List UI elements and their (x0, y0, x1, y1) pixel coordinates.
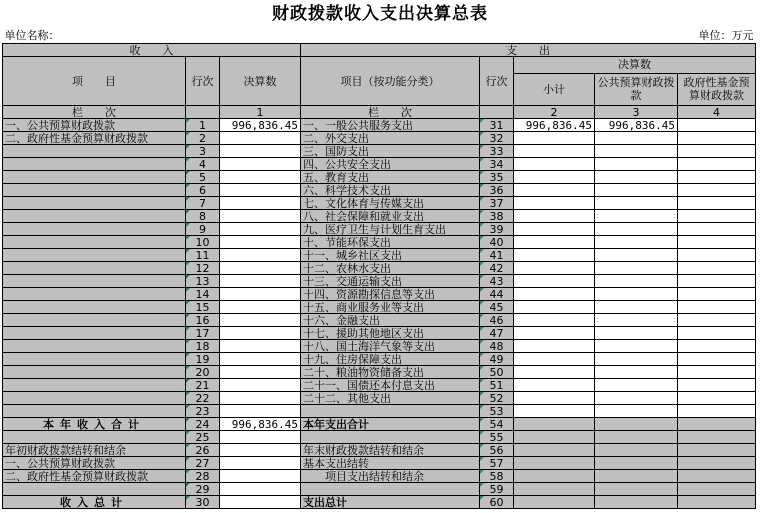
gov-fund-cell[interactable] (678, 119, 756, 132)
expenditure-line-no-cell: 36 (480, 184, 514, 197)
income-amount-cell[interactable] (220, 431, 301, 444)
income-item-cell (3, 483, 186, 496)
table-row (3, 158, 756, 171)
income-item-cell (3, 392, 186, 405)
subtotal-cell[interactable] (514, 431, 595, 444)
income-item-cell (3, 353, 186, 366)
gov-fund-cell[interactable] (678, 314, 756, 327)
table-row (3, 379, 756, 392)
expenditure-line-no-cell: 42 (480, 262, 514, 275)
subtotal-cell[interactable]: 996,836.45 (514, 119, 595, 132)
expenditure-item-cell: 年末财政拨款结转和结余 (301, 444, 480, 457)
income-line-no-cell: 16 (186, 314, 220, 327)
income-item-cell (3, 145, 186, 158)
public-budget-cell[interactable] (595, 366, 678, 379)
expenditure-line-no-cell: 32 (480, 132, 514, 145)
expenditure-item-cell (301, 483, 480, 496)
table-row (3, 483, 756, 496)
expenditure-line-no-cell: 46 (480, 314, 514, 327)
subtotal-cell[interactable] (514, 171, 595, 184)
income-amount-cell[interactable] (220, 223, 301, 236)
expenditure-line-no-cell: 53 (480, 405, 514, 418)
expenditure-item-cell: 十、节能环保支出 (301, 236, 480, 249)
income-line-no-cell: 3 (186, 145, 220, 158)
income-line-no-cell: 4 (186, 158, 220, 171)
gov-fund-cell[interactable] (678, 197, 756, 210)
income-line-no-cell: 29 (186, 483, 220, 496)
expenditure-line-no-cell: 41 (480, 249, 514, 262)
expenditure-line-no-cell: 35 (480, 171, 514, 184)
table-row (3, 366, 756, 379)
column-label-left: 栏 次 (3, 106, 186, 119)
column-number-1: 1 (220, 106, 301, 119)
income-item-cell (3, 197, 186, 210)
income-line-no-cell: 23 (186, 405, 220, 418)
line-no-header-right: 行次 (480, 57, 514, 106)
income-item-cell: 收入总计 (3, 496, 186, 509)
income-item-cell (3, 405, 186, 418)
income-amount-cell[interactable] (220, 171, 301, 184)
public-budget-cell[interactable] (595, 392, 678, 405)
public-budget-cell[interactable] (595, 275, 678, 288)
expenditure-header: 支 出 (301, 44, 756, 57)
public-budget-cell[interactable] (595, 158, 678, 171)
expenditure-item-cell: 九、医疗卫生与计划生育支出 (301, 223, 480, 236)
subtotal-cell[interactable] (514, 275, 595, 288)
subtotal-cell[interactable] (514, 301, 595, 314)
income-item-cell: 二、政府性基金预算财政拨款 (3, 470, 186, 483)
gov-fund-cell[interactable] (678, 405, 756, 418)
column-number-3: 3 (595, 106, 678, 119)
gov-fund-cell[interactable] (678, 171, 756, 184)
gov-fund-cell[interactable] (678, 340, 756, 353)
subtotal-cell[interactable] (514, 262, 595, 275)
income-item-cell (3, 288, 186, 301)
table-row (3, 275, 756, 288)
public-budget-cell[interactable] (595, 210, 678, 223)
public-budget-cell[interactable] (595, 249, 678, 262)
gov-fund-cell[interactable] (678, 158, 756, 171)
public-budget-cell[interactable] (595, 327, 678, 340)
income-line-no-cell: 12 (186, 262, 220, 275)
expenditure-item-cell (301, 431, 480, 444)
income-item-cell (3, 275, 186, 288)
expenditure-item-cell: 十七、援助其他地区支出 (301, 327, 480, 340)
public-budget-cell[interactable] (595, 353, 678, 366)
income-amount-cell[interactable] (220, 392, 301, 405)
income-amount-cell[interactable] (220, 366, 301, 379)
income-amount-cell[interactable] (220, 457, 301, 470)
func-item-header: 项目（按功能分类） (301, 57, 480, 106)
income-amount-cell[interactable] (220, 275, 301, 288)
expenditure-line-no-cell: 54 (480, 418, 514, 431)
item-header: 项 目 (3, 57, 186, 106)
expenditure-item-cell: 支出总计 (301, 496, 480, 509)
expenditure-line-no-cell: 56 (480, 444, 514, 457)
gov-fund-cell[interactable] (678, 184, 756, 197)
public-budget-header: 公共预算财政拨款 (595, 73, 678, 105)
income-amount-cell[interactable] (220, 197, 301, 210)
expenditure-line-no-cell: 47 (480, 327, 514, 340)
expenditure-line-no-cell: 57 (480, 457, 514, 470)
expenditure-line-no-cell: 33 (480, 145, 514, 158)
income-amount-cell[interactable] (220, 132, 301, 145)
expenditure-item-cell: 八、社会保障和就业支出 (301, 210, 480, 223)
gov-fund-cell[interactable] (678, 249, 756, 262)
income-amount-cell[interactable] (220, 184, 301, 197)
income-item-cell (3, 262, 186, 275)
expenditure-line-no-cell: 50 (480, 366, 514, 379)
expenditure-line-no-cell: 58 (480, 470, 514, 483)
income-line-no-cell: 13 (186, 275, 220, 288)
amount-header: 决算数 (220, 57, 301, 106)
table-row (3, 314, 756, 327)
subtotal-cell[interactable] (514, 457, 595, 470)
expenditure-line-no-cell: 39 (480, 223, 514, 236)
table-row (3, 327, 756, 340)
expenditure-item-cell (301, 405, 480, 418)
gov-fund-cell[interactable] (678, 275, 756, 288)
expenditure-line-no-cell: 52 (480, 392, 514, 405)
income-line-no-cell: 9 (186, 223, 220, 236)
income-amount-cell[interactable] (220, 288, 301, 301)
expenditure-line-no-cell: 45 (480, 301, 514, 314)
expenditure-item-cell: 基本支出结转 (301, 457, 480, 470)
subtotal-cell[interactable] (514, 405, 595, 418)
subtotal-cell[interactable] (514, 197, 595, 210)
table-row (3, 457, 756, 470)
expenditure-item-cell: 三、国防支出 (301, 145, 480, 158)
income-amount-cell[interactable] (220, 236, 301, 249)
income-amount-cell[interactable] (220, 210, 301, 223)
public-budget-cell[interactable] (595, 340, 678, 353)
gov-fund-cell[interactable] (678, 418, 756, 431)
income-item-cell (3, 314, 186, 327)
expenditure-item-cell: 十八、国土海洋气象等支出 (301, 340, 480, 353)
public-budget-cell[interactable] (595, 431, 678, 444)
income-line-no-cell: 28 (186, 470, 220, 483)
income-amount-cell[interactable] (220, 262, 301, 275)
gov-fund-cell[interactable] (678, 236, 756, 249)
expenditure-item-cell: 十四、资源勘探信息等支出 (301, 288, 480, 301)
gov-fund-cell[interactable] (678, 444, 756, 457)
gov-fund-cell[interactable] (678, 353, 756, 366)
income-item-cell (3, 223, 186, 236)
expenditure-item-cell: 十五、商业服务业等支出 (301, 301, 480, 314)
gov-fund-cell[interactable] (678, 210, 756, 223)
income-item-cell (3, 431, 186, 444)
income-line-no-cell: 19 (186, 353, 220, 366)
income-line-no-cell: 24 (186, 418, 220, 431)
public-budget-cell[interactable] (595, 314, 678, 327)
public-budget-cell[interactable] (595, 171, 678, 184)
income-item-cell: 一、公共预算财政拨款 (3, 457, 186, 470)
expenditure-item-cell: 十六、金融支出 (301, 314, 480, 327)
expenditure-item-cell: 一、一般公共服务支出 (301, 119, 480, 132)
final-amount-group-header: 决算数 (514, 57, 756, 74)
expenditure-line-no-cell: 60 (480, 496, 514, 509)
income-line-no-cell: 7 (186, 197, 220, 210)
income-item-cell (3, 327, 186, 340)
column-blank (186, 106, 220, 119)
income-item-cell (3, 171, 186, 184)
expenditure-line-no-cell: 31 (480, 119, 514, 132)
subtotal-cell[interactable] (514, 340, 595, 353)
public-budget-cell[interactable] (595, 197, 678, 210)
subtotal-cell[interactable] (514, 145, 595, 158)
income-amount-cell[interactable] (220, 405, 301, 418)
public-budget-cell[interactable] (595, 288, 678, 301)
public-budget-cell[interactable] (595, 470, 678, 483)
table-row (3, 288, 756, 301)
subtotal-cell[interactable] (514, 366, 595, 379)
column-blank (480, 106, 514, 119)
subtotal-header: 小计 (514, 73, 595, 105)
public-budget-cell[interactable] (595, 184, 678, 197)
income-line-no-cell: 30 (186, 496, 220, 509)
table-row (3, 392, 756, 405)
public-budget-cell[interactable] (595, 145, 678, 158)
public-budget-cell[interactable] (595, 236, 678, 249)
income-line-no-cell: 2 (186, 132, 220, 145)
gov-fund-cell[interactable] (678, 262, 756, 275)
table-row (3, 496, 756, 509)
income-line-no-cell: 25 (186, 431, 220, 444)
table-row (3, 197, 756, 210)
income-amount-cell[interactable] (220, 379, 301, 392)
income-item-cell (3, 210, 186, 223)
public-budget-cell[interactable] (595, 405, 678, 418)
expenditure-item-cell: 五、教育支出 (301, 171, 480, 184)
income-line-no-cell: 26 (186, 444, 220, 457)
expenditure-item-cell: 本年支出合计 (301, 418, 480, 431)
income-amount-cell[interactable] (220, 496, 301, 509)
subtotal-cell[interactable] (514, 379, 595, 392)
subtotal-cell[interactable] (514, 496, 595, 509)
subtotal-cell[interactable] (514, 132, 595, 145)
gov-fund-cell[interactable] (678, 145, 756, 158)
income-amount-cell[interactable] (220, 470, 301, 483)
income-amount-cell[interactable] (220, 483, 301, 496)
expenditure-item-cell: 十二、农林水支出 (301, 262, 480, 275)
public-budget-cell[interactable] (595, 457, 678, 470)
public-budget-cell[interactable] (595, 132, 678, 145)
income-amount-cell[interactable] (220, 327, 301, 340)
column-number-4: 4 (678, 106, 756, 119)
table-row (3, 262, 756, 275)
public-budget-cell[interactable] (595, 483, 678, 496)
income-item-cell (3, 340, 186, 353)
subtotal-cell[interactable] (514, 353, 595, 366)
gov-fund-cell[interactable] (678, 457, 756, 470)
income-item-cell (3, 379, 186, 392)
subtotal-cell[interactable] (514, 249, 595, 262)
table-row (3, 210, 756, 223)
income-line-no-cell: 8 (186, 210, 220, 223)
income-amount-cell[interactable] (220, 314, 301, 327)
expenditure-item-cell: 二十二、其他支出 (301, 392, 480, 405)
income-amount-cell[interactable] (220, 444, 301, 457)
subtotal-cell[interactable] (514, 470, 595, 483)
income-amount-cell[interactable]: 996,836.45 (220, 119, 301, 132)
subtotal-cell[interactable] (514, 418, 595, 431)
expenditure-line-no-cell: 51 (480, 379, 514, 392)
income-item-cell (3, 236, 186, 249)
unit-label: 单位：万元 (480, 28, 756, 44)
subtotal-cell[interactable] (514, 210, 595, 223)
income-amount-cell[interactable] (220, 301, 301, 314)
gov-fund-cell[interactable] (678, 392, 756, 405)
expenditure-item-cell: 十九、住房保障支出 (301, 353, 480, 366)
public-budget-cell[interactable] (595, 223, 678, 236)
gov-fund-header: 政府性基金预算财政拨款 (678, 73, 756, 105)
subtotal-cell[interactable] (514, 392, 595, 405)
gov-fund-cell[interactable] (678, 301, 756, 314)
report-title: 财政拨款收入支出决算总表 (272, 4, 488, 24)
income-item-cell (3, 301, 186, 314)
gov-fund-cell[interactable] (678, 483, 756, 496)
income-line-no-cell: 21 (186, 379, 220, 392)
income-line-no-cell: 6 (186, 184, 220, 197)
table-row (3, 223, 756, 236)
public-budget-cell[interactable] (595, 496, 678, 509)
expenditure-item-cell: 四、公共安全支出 (301, 158, 480, 171)
income-line-no-cell: 14 (186, 288, 220, 301)
income-line-no-cell: 17 (186, 327, 220, 340)
subtotal-cell[interactable] (514, 444, 595, 457)
table-row (3, 249, 756, 262)
table-row (3, 340, 756, 353)
column-label-right: 栏 次 (301, 106, 480, 119)
income-line-no-cell: 22 (186, 392, 220, 405)
table-row (3, 431, 756, 444)
subtotal-cell[interactable] (514, 314, 595, 327)
expenditure-line-no-cell: 38 (480, 210, 514, 223)
expenditure-line-no-cell: 49 (480, 353, 514, 366)
income-item-cell: 一、公共预算财政拨款 (3, 119, 186, 132)
public-budget-cell[interactable] (595, 379, 678, 392)
income-line-no-cell: 27 (186, 457, 220, 470)
subtotal-cell[interactable] (514, 288, 595, 301)
income-amount-cell[interactable] (220, 353, 301, 366)
gov-fund-cell[interactable] (678, 366, 756, 379)
income-item-cell (3, 366, 186, 379)
line-no-header: 行次 (186, 57, 220, 106)
gov-fund-cell[interactable] (678, 132, 756, 145)
income-line-no-cell: 11 (186, 249, 220, 262)
income-amount-cell[interactable] (220, 340, 301, 353)
expenditure-item-cell: 项目支出结转和结余 (301, 470, 480, 483)
public-budget-cell[interactable] (595, 301, 678, 314)
income-item-cell: 二、政府性基金预算财政拨款 (3, 132, 186, 145)
income-item-cell (3, 184, 186, 197)
table-row (3, 418, 756, 431)
income-line-no-cell: 18 (186, 340, 220, 353)
expenditure-line-no-cell: 43 (480, 275, 514, 288)
table-row (3, 444, 756, 457)
income-item-cell: 年初财政拨款结转和结余 (3, 444, 186, 457)
table-row (3, 405, 756, 418)
income-line-no-cell: 10 (186, 236, 220, 249)
subtotal-cell[interactable] (514, 236, 595, 249)
gov-fund-cell[interactable] (678, 496, 756, 509)
income-amount-cell[interactable] (220, 145, 301, 158)
expenditure-line-no-cell: 37 (480, 197, 514, 210)
subtotal-cell[interactable] (514, 184, 595, 197)
public-budget-cell[interactable]: 996,836.45 (595, 119, 678, 132)
expenditure-item-cell: 二十一、国债还本付息支出 (301, 379, 480, 392)
table-row (3, 353, 756, 366)
gov-fund-cell[interactable] (678, 431, 756, 444)
table-row (3, 470, 756, 483)
table-row (3, 236, 756, 249)
expenditure-item-cell: 二、外交支出 (301, 132, 480, 145)
expenditure-item-cell: 二十、粮油物资储备支出 (301, 366, 480, 379)
subtotal-cell[interactable] (514, 223, 595, 236)
expenditure-item-cell: 六、科学技术支出 (301, 184, 480, 197)
public-budget-cell[interactable] (595, 418, 678, 431)
gov-fund-cell[interactable] (678, 470, 756, 483)
budget-summary-table (2, 28, 756, 509)
expenditure-line-no-cell: 44 (480, 288, 514, 301)
income-item-cell (3, 158, 186, 171)
expenditure-item-cell: 十一、城乡社区支出 (301, 249, 480, 262)
gov-fund-cell[interactable] (678, 379, 756, 392)
income-item-cell: 本年收入合计 (3, 418, 186, 431)
table-row (3, 301, 756, 314)
subtotal-cell[interactable] (514, 483, 595, 496)
income-line-no-cell: 15 (186, 301, 220, 314)
income-item-cell (3, 249, 186, 262)
table-row (3, 184, 756, 197)
gov-fund-cell[interactable] (678, 327, 756, 340)
income-header: 收 入 (3, 44, 301, 57)
gov-fund-cell[interactable] (678, 223, 756, 236)
table-row (3, 171, 756, 184)
subtotal-cell[interactable] (514, 327, 595, 340)
expenditure-line-no-cell: 59 (480, 483, 514, 496)
public-budget-cell[interactable] (595, 444, 678, 457)
expenditure-line-no-cell: 40 (480, 236, 514, 249)
expenditure-item-cell: 十三、交通运输支出 (301, 275, 480, 288)
expenditure-line-no-cell: 48 (480, 340, 514, 353)
table-row (3, 119, 756, 132)
subtotal-cell[interactable] (514, 158, 595, 171)
income-amount-cell[interactable] (220, 158, 301, 171)
income-amount-cell[interactable]: 996,836.45 (220, 418, 301, 431)
expenditure-item-cell: 七、文化体育与传媒支出 (301, 197, 480, 210)
unit-name-label: 单位名称： (3, 28, 480, 44)
expenditure-line-no-cell: 34 (480, 158, 514, 171)
income-line-no-cell: 20 (186, 366, 220, 379)
gov-fund-cell[interactable] (678, 288, 756, 301)
public-budget-cell[interactable] (595, 262, 678, 275)
income-line-no-cell: 5 (186, 171, 220, 184)
table-row (3, 145, 756, 158)
expenditure-line-no-cell: 55 (480, 431, 514, 444)
column-number-2: 2 (514, 106, 595, 119)
income-line-no-cell: 1 (186, 119, 220, 132)
income-amount-cell[interactable] (220, 249, 301, 262)
table-row (3, 132, 756, 145)
